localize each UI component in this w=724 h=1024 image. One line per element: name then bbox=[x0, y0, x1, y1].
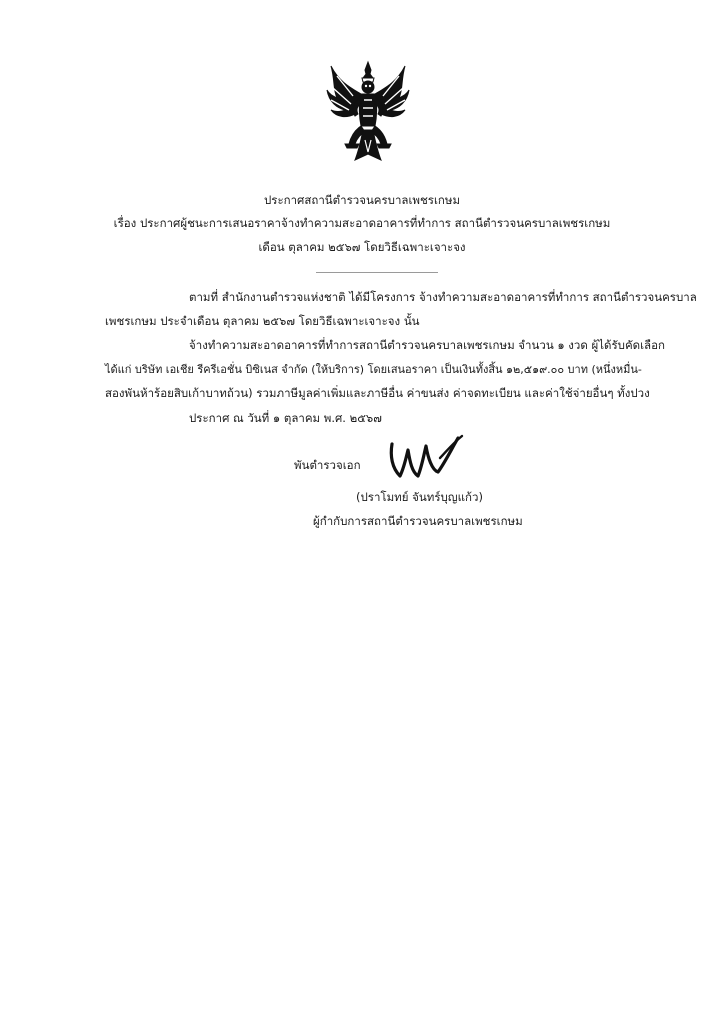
handwritten-signature bbox=[380, 428, 470, 486]
paragraph-2-line-2: ได้แก่ บริษัท เอเชีย รีครีเอชั่น บิซิเนส จำกัด (ให้บริการ) โดยเสนอราคา เป็นเงินทั้งสิ้น ๑๒,๕๑๙.๐๐ บาท (หนึ่งหมื่น- bbox=[105, 363, 642, 376]
paragraph-2-line-1: จ้างทำความสะอาดอาคารที่ทำการสถานีตำรวจนครบาลเพชรเกษม จำนวน ๑ งวด ผู้ได้รับคัดเลือก bbox=[189, 338, 665, 352]
paragraph-1-line-1: ตามที่ สำนักงานตำรวจแห่งชาติ ได้มีโครงการ จ้างทำความสะอาดอาคารที่ทำการ สถานีตำรวจนครบาล bbox=[189, 290, 697, 304]
garuda-emblem-icon bbox=[325, 60, 411, 164]
header-divider bbox=[316, 272, 438, 273]
announcement-title: ประกาศสถานีตำรวจนครบาลเพชรเกษม bbox=[263, 193, 461, 207]
signatory-position: ผู้กำกับการสถานีตำรวจนครบาลเพชรเกษม bbox=[313, 514, 523, 528]
announcement-subject: เรื่อง ประกาศผู้ชนะการเสนอราคาจ้างทำความสะอาดอาคารที่ทำการ สถานีตำรวจนครบาลเพชรเกษม bbox=[113, 216, 611, 230]
signatory-rank: พันตำรวจเอก bbox=[294, 458, 361, 472]
paragraph-1-line-2: เพชรเกษม ประจำเดือน ตุลาคม ๒๕๖๗ โดยวิธีเฉพาะเจาะจง นั้น bbox=[105, 314, 420, 328]
signatory-name: (ปราโมทย์ จันทร์บุญแก้ว) bbox=[356, 490, 483, 504]
announcement-date: ประกาศ ณ วันที่ ๑ ตุลาคม พ.ศ. ๒๕๖๗ bbox=[189, 411, 382, 425]
paragraph-2-line-3: สองพันห้าร้อยสิบเก้าบาทถ้วน) รวมภาษีมูลค่าเพิ่มและภาษีอื่น ค่าขนส่ง ค่าจดทะเบียน และค่าใช้จ่ายอื่นๆ ทั้งปวง bbox=[105, 386, 650, 400]
announcement-period: เดือน ตุลาคม ๒๕๖๗ โดยวิธีเฉพาะเจาะจง bbox=[258, 240, 466, 254]
